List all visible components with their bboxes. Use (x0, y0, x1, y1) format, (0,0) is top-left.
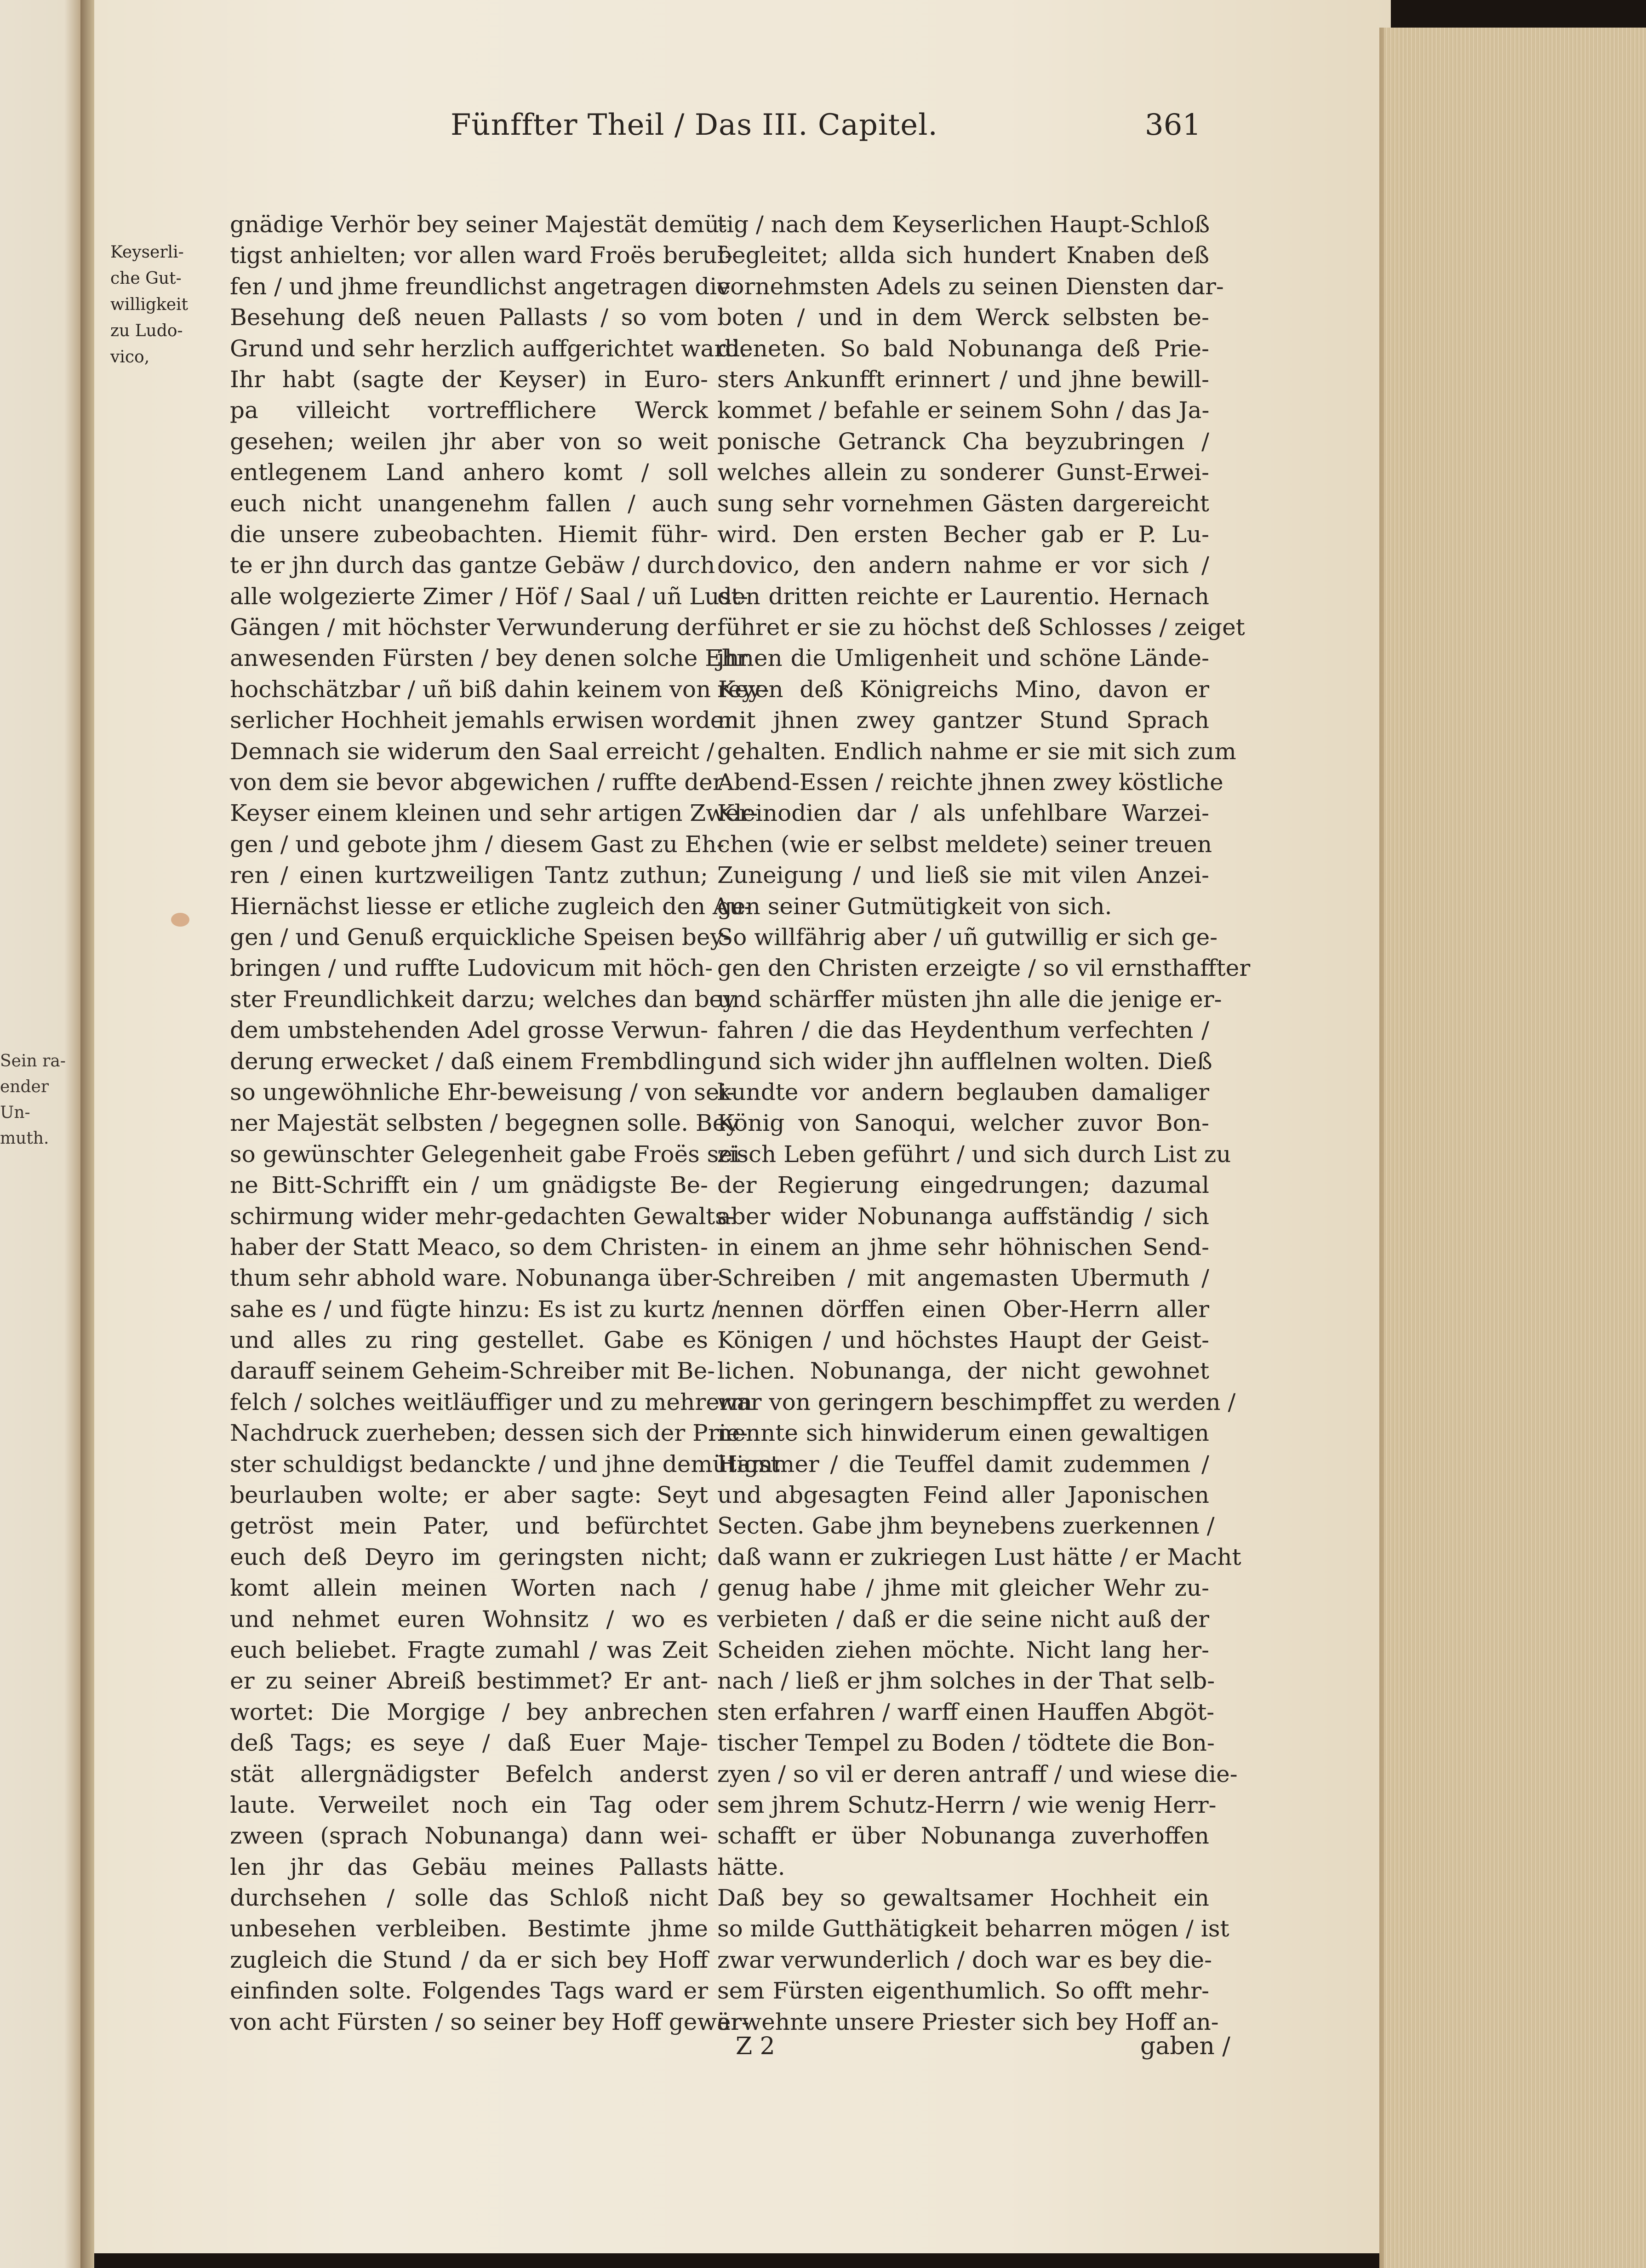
margin-note-line: Keyserli- (110, 243, 184, 262)
text-line: hätte. (717, 1853, 785, 1880)
text-line: beurlauben wolte; er aber sagte: Seyt (230, 1482, 708, 1509)
text-line: euch deß Deyro im geringsten nicht; (230, 1543, 708, 1570)
text-line: führet er sie zu höchst deß Schlosses / zeiget (717, 614, 1245, 641)
signature-mark: Z 2 (736, 2033, 775, 2060)
text-line: Besehung deß neuen Pallasts / so vom (230, 304, 708, 331)
margin-note-line: che Gut- (110, 269, 182, 288)
text-line: daß wann er zukriegen Lust hätte / er Macht (717, 1543, 1241, 1570)
text-line: Zuneigung / und ließ sie mit vilen Anzei- (717, 862, 1209, 889)
text-line: aber wider Nobunanga auffständig / sich (717, 1203, 1209, 1230)
text-line: König von Sanoqui, welcher zuvor Bon- (717, 1110, 1209, 1137)
page-number: 361 (1145, 108, 1201, 142)
text-line: schirmung wider mehr-gedachten Gewalts- (230, 1203, 735, 1230)
text-line: derung erwecket / daß einem Frembdling (230, 1048, 716, 1075)
text-line: Daß bey so gewaltsamer Hochheit ein (717, 1884, 1209, 1912)
text-line: ne Bitt-Schrifft ein / um gnädigste Be- (230, 1172, 708, 1199)
left-page-edge (0, 0, 80, 2268)
text-line: alle wolgezierte Zimer / Höf / Saal / uñ Lust- (230, 583, 749, 610)
text-line: Nachdruck zuerheben; dessen sich der Prie- (230, 1420, 748, 1447)
text-line: serlicher Hochheit jemahls erwisen worden. (230, 707, 746, 734)
text-line: len jhr das Gebäu meines Pallasts (230, 1853, 708, 1880)
text-line: nach / ließ er jhm solches in der That selb- (717, 1667, 1215, 1695)
text-line: zisch Leben geführt / und sich durch List zu (717, 1140, 1231, 1168)
text-line: nennen dörffen einen Ober-Herrn aller (717, 1295, 1209, 1323)
margin-note-line: willigkeit (110, 295, 189, 314)
catchword: gaben / (1140, 2033, 1230, 2060)
text-line: vornehmsten Adels zu seinen Diensten dar- (717, 273, 1224, 300)
text-line: anwesenden Fürsten / bey denen solche Ehr (230, 645, 748, 672)
text-line: zween (sprach Nobunanga) dann wei- (230, 1822, 708, 1850)
text-line: Scheiden ziehen möchte. Nicht lang her- (717, 1636, 1209, 1663)
text-line: Secten. Gabe jhm beynebens zuerkennen / (717, 1512, 1215, 1540)
paper-stain (171, 913, 189, 927)
text-line: Grund und sehr herzlich auffgerichtet ward. (230, 335, 748, 362)
text-line: So willfährig aber / uñ gutwillig er sich ge- (717, 923, 1218, 951)
text-line: Hammer / die Teuffel damit zudemmen / (717, 1450, 1209, 1478)
margin-note-line: ender Un- (0, 1077, 49, 1122)
text-line: bringen / und ruffte Ludovicum mit höch- (230, 955, 713, 982)
text-line: fen / und jhme freundlichst angetragen die (230, 273, 731, 300)
text-line: und nehmet euren Wohnsitz / wo es (230, 1605, 708, 1632)
text-line: Kleinodien dar / als unfehlbare Warzei- (717, 800, 1209, 827)
text-line: den dritten reichte er Laurentio. Hernach (717, 583, 1209, 610)
text-line: verbieten / daß er die seine nicht auß der (717, 1605, 1209, 1632)
margin-note-line: Sein ra- (0, 1052, 66, 1071)
margin-note-line: zu Ludo- (110, 321, 183, 340)
text-line: sten erfahren / warff einen Hauffen Abgöt- (717, 1698, 1215, 1725)
text-line: felch / solches weitläuffiger und zu mehrerm (230, 1388, 753, 1415)
text-line: einfinden solte. Folgendes Tags ward er (230, 1977, 708, 2005)
text-line: sung sehr vornehmen Gästen dargereicht (717, 490, 1209, 517)
text-line: schafft er über Nobunanga zuverhoffen (717, 1822, 1209, 1850)
right-text-column (717, 209, 1251, 2038)
text-line: Königen / und höchstes Haupt der Geist- (717, 1327, 1209, 1354)
text-line: sem Fürsten eigenthumlich. So offt mehr- (717, 1977, 1209, 2005)
text-line: zwar verwunderlich / doch war es bey die- (717, 1946, 1212, 1973)
text-line: sahe es / und fügte hinzu: Es ist zu kurtz / (230, 1295, 720, 1323)
text-line: Abend-Essen / reichte jhnen zwey köstliche (717, 769, 1223, 796)
text-line: gen / und Genuß erquickliche Speisen bey- (230, 923, 731, 951)
book-gutter (80, 0, 94, 2268)
text-line: jhnen die Umligenheit und schöne Lände- (717, 645, 1209, 672)
text-line: laute. Verweilet noch ein Tag oder (230, 1791, 708, 1818)
margin-note-line: vico, (110, 348, 150, 367)
text-line: welches allein zu sonderer Gunst-Erwei- (717, 459, 1209, 486)
text-line: hochschätzbar / uñ biß dahin keinem von Key- (230, 676, 769, 703)
text-line: reyen deß Königreichs Mino, davon er (717, 676, 1209, 703)
text-line: kundte vor andern beglauben damaliger (717, 1078, 1209, 1105)
left-page-margin-note (0, 1048, 80, 1151)
text-line: tigst anhielten; vor allen ward Froës beruf- (230, 242, 733, 269)
text-line: nennte sich hinwiderum einen gewaltigen (717, 1420, 1209, 1447)
text-line: zugleich die Stund / da er sich bey Hoff (230, 1946, 708, 1973)
text-line: thum sehr abhold ware. Nobunanga über- (230, 1265, 720, 1292)
text-line: Ihr habt (sagte der Keyser) in Euro- (230, 366, 708, 393)
text-line: tischer Tempel zu Boden / tödtete die Bon- (717, 1730, 1215, 1757)
text-line: unbesehen verbleiben. Bestimte jhme (230, 1915, 708, 1942)
margin-note (110, 239, 216, 370)
text-line: die unsere zubeobachten. Hiemit führ- (230, 521, 708, 548)
text-line: fahren / die das Heydenthum verfechten / (717, 1017, 1209, 1044)
text-line: durchsehen / solle das Schloß nicht (230, 1884, 708, 1912)
text-line: ner Majestät selbsten / begegnen solle. Bey (230, 1110, 739, 1137)
text-line: und sich wider jhn aufflelnen wolten. Dieß (717, 1048, 1212, 1075)
text-line: stät allergnädigster Befelch anderst (230, 1760, 708, 1787)
text-line: mit jhnen zwey gantzer Stund Sprach (717, 707, 1209, 734)
text-line: deß Tags; es seye / daß Euer Maje- (230, 1730, 708, 1757)
text-line: Hiernächst liesse er etliche zugleich den Au- (230, 893, 752, 920)
text-line: Schreiben / mit angemasten Ubermuth / (717, 1265, 1209, 1292)
text-line: pa villeicht vortrefflichere Werck (230, 397, 708, 424)
text-line: sters Ankunfft erinnert / und jhne bewill- (717, 366, 1209, 393)
text-line: entlegenem Land anhero komt / soll (230, 459, 708, 486)
text-line: chen (wie er selbst meldete) seiner treuen (717, 830, 1212, 858)
text-line: darauff seinem Geheim-Schreiber mit Be- (230, 1357, 715, 1385)
text-line: dem umbstehenden Adel grosse Verwun- (230, 1017, 708, 1044)
text-line: von acht Fürsten / so seiner bey Hoff gewär- (230, 2008, 749, 2035)
text-line: so gewünschter Gelegenheit gabe Froës sei- (230, 1140, 748, 1168)
text-line: tig / nach dem Keyserlichen Haupt-Schloß (717, 211, 1210, 238)
text-line: zyen / so vil er deren antraff / und wiese die- (717, 1760, 1238, 1787)
text-line: so ungewöhnliche Ehr-beweisung / von sei- (230, 1078, 735, 1105)
text-line: sem jhrem Schutz-Herrn / wie wenig Herr- (717, 1791, 1217, 1818)
text-line: ster Freundlichkeit darzu; welches dan bey (230, 985, 736, 1013)
text-line: gnädige Verhör bey seiner Majestät demü- (230, 211, 727, 238)
text-line: Keyser einem kleinen und sehr artigen Zwer- (230, 800, 758, 827)
text-line: dovico, den andern nahme er vor sich / (717, 552, 1209, 579)
text-line: gesehen; weilen jhr aber von so weit (230, 428, 708, 455)
text-line: gen den Christen erzeigte / so vil ernsthaffter (717, 955, 1251, 982)
text-line: ster schuldigst bedanckte / und jhne demütigst (230, 1450, 780, 1478)
text-line: gen / und gebote jhm / diesem Gast zu Eh- (230, 830, 725, 858)
text-line: in einem an jhme sehr höhnischen Send- (717, 1233, 1209, 1260)
text-line: begleitet; allda sich hundert Knaben deß (717, 242, 1209, 269)
text-line: kommet / befahle er seinem Sohn / das Ja- (717, 397, 1210, 424)
text-line: gen seiner Gutmütigkeit von sich. (717, 893, 1112, 920)
text-line: ren / einen kurtzweiligen Tantz zuthun; (230, 862, 708, 889)
text-line: getröst mein Pater, und befürchtet (230, 1512, 708, 1540)
text-line: lichen. Nobunanga, der nicht gewohnet (717, 1357, 1209, 1385)
text-line: wortet: Die Morgige / bey anbrechen (230, 1698, 708, 1725)
text-line: von dem sie bevor abgewichen / ruffte der (230, 769, 724, 796)
text-line: Gängen / mit höchster Verwunderung der (230, 614, 716, 641)
text-line: er zu seiner Abreiß bestimmet? Er ant- (230, 1667, 708, 1695)
text-line: und abgesagten Feind aller Japonischen (717, 1482, 1209, 1509)
margin-note-line: muth. (0, 1129, 49, 1148)
text-line: haber der Statt Meaco, so dem Christen- (230, 1233, 708, 1260)
text-line: und schärffer müsten jhn alle die jenige er- (717, 985, 1222, 1013)
text-line: ponische Getranck Cha beyzubringen / (717, 428, 1209, 455)
text-line: gehalten. Endlich nahme er sie mit sich zum (717, 738, 1236, 765)
text-line: erwehnte unsere Priester sich bey Hoff an- (717, 2008, 1219, 2035)
text-line: euch beliebet. Fragte zumahl / was Zeit (230, 1636, 708, 1663)
running-title: Fünffter Theil / Das III. Capitel. (451, 108, 938, 142)
text-line: der Regierung eingedrungen; dazumal (717, 1172, 1209, 1199)
text-line: Demnach sie widerum den Saal erreicht / (230, 738, 714, 765)
text-line: so milde Gutthätigkeit beharren mögen / ist (717, 1915, 1229, 1942)
text-line: boten / und in dem Werck selbsten be- (717, 304, 1209, 331)
text-line: te er jhn durch das gantze Gebäw / durch (230, 552, 715, 579)
text-line: komt allein meinen Worten nach / (230, 1575, 708, 1602)
text-line: wird. Den ersten Becher gab er P. Lu- (717, 521, 1209, 548)
text-line: war von geringern beschimpffet zu werden / (717, 1388, 1236, 1415)
text-line: euch nicht unangenehm fallen / auch (230, 490, 708, 517)
stacked-page-edges (1384, 28, 1646, 2268)
text-line: und alles zu ring gestellet. Gabe es (230, 1327, 708, 1354)
text-line: genug habe / jhme mit gleicher Wehr zu- (717, 1575, 1209, 1602)
text-line: dieneten. So bald Nobunanga deß Prie- (717, 335, 1209, 362)
